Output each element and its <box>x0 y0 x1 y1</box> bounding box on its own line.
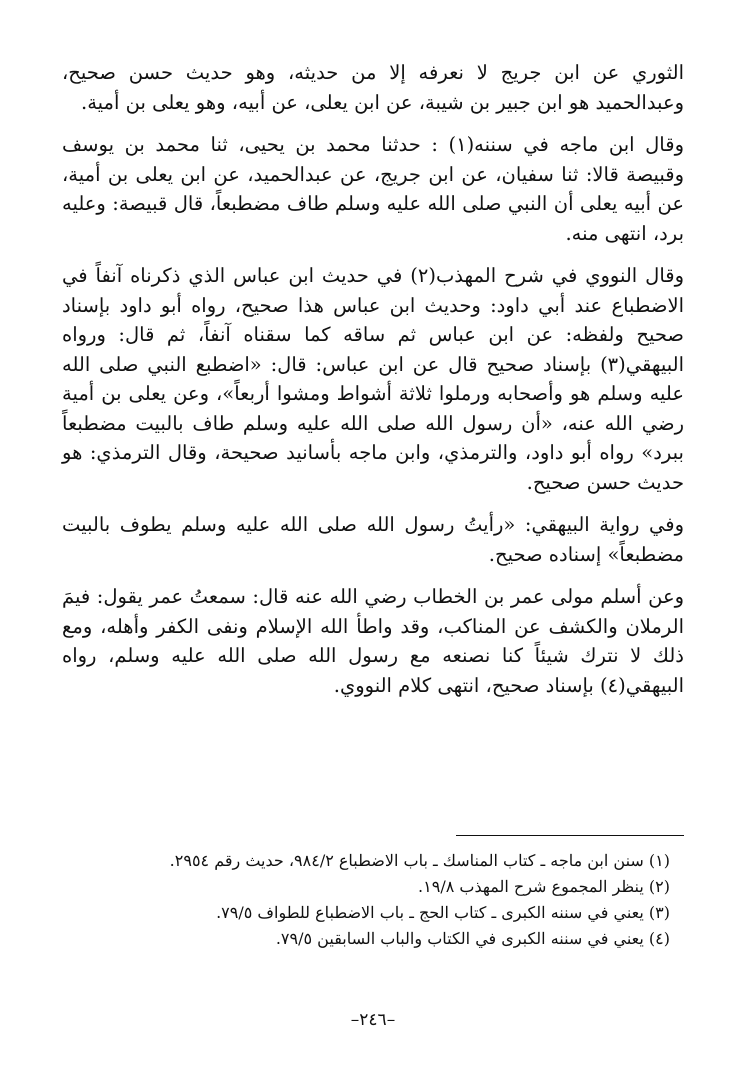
main-text <box>62 58 684 713</box>
footnote-3: (٣) يعني في سننه الكبرى ـ كتاب الحج ـ باب الاضطباع للطواف ٧٩/٥. <box>216 903 670 922</box>
footnote-divider-line <box>456 835 684 836</box>
paragraph-3: وقال النووي في شرح المهذب(٢) في حديث ابن عباس الذي ذكرناه آنفاً في الاضطباع عند أبي داود: وحديث ابن عباس هذا صحيح، رواه أبو داود بإسناد صحيح ولفظه: عن ابن عباس ثم ساقه كما سقناه آنفاً، ثم قال: ورواه البيهقي(٣) بإسناد صحيح قال عن ابن عباس: قال: «اضطبع النبي صلى الله عليه وسلم هو وأصحابه ورملوا ثلاثة أشواط ومشوا أربعاً»، وعن يعلى بن أمية رضي الله عنه، «أن رسول الله صلى الله عليه وسلم طاف بالبيت مضطبعاً ببرد» رواه أبو داود، والترمذي، وابن ماجه بأسانيد صحيحة، وقال الترمذي: هو حديث حسن صحيح. <box>62 264 684 494</box>
paragraph-2: وقال ابن ماجه في سننه(١) : حدثنا محمد بن يحيى، ثنا محمد بن يوسف وقبيصة قالا: ثنا سفيان، عن ابن جريج، عن عبدالحميد، عن ابن يعلى بن أمية، عن أبيه يعلى أن النبي صلى الله عليه وسلم طاف مضطبعاً، قال قبيصة: وعليه برد، انتهى منه. <box>62 133 684 245</box>
paragraph-1: الثوري عن ابن جريج لا نعرفه إلا من حديثه، وهو حديث حسن صحيح، وعبدالحميد هو ابن جبير بن شيبة، عن ابن يعلى، عن أبيه، وهو يعلى بن أمية. <box>62 61 684 114</box>
page-number: –٢٤٦– <box>350 1010 396 1030</box>
footnotes <box>62 848 684 952</box>
footnote-1: (١) سنن ابن ماجه ـ كتاب المناسك ـ باب الاضطباع ٩٨٤/٢، حديث رقم ٢٩٥٤. <box>169 851 670 870</box>
paragraph-5: وعن أسلم مولى عمر بن الخطاب رضي الله عنه قال: سمعتُ عمر يقول: فيمَ الرملان والكشف عن المناكب، وقد واطأ الله الإسلام ونفى الكفر وأهله، ومع ذلك لا نترك شيئاً كنا نصنعه مع رسول الله صلى الله عليه وسلم، رواه البيهقي(٤) بإسناد صحيح، انتهى كلام النووي. <box>62 585 684 697</box>
paragraph-4: وفي رواية البيهقي: «رأيتُ رسول الله صلى الله عليه وسلم يطوف بالبيت مضطبعاً» إسناده صحيح. <box>62 513 684 566</box>
footnote-4: (٤) يعني في سننه الكبرى في الكتاب والباب السابقين ٧٩/٥. <box>275 929 670 948</box>
footnote-2: (٢) ينظر المجموع شرح المهذب ١٩/٨. <box>418 877 670 896</box>
